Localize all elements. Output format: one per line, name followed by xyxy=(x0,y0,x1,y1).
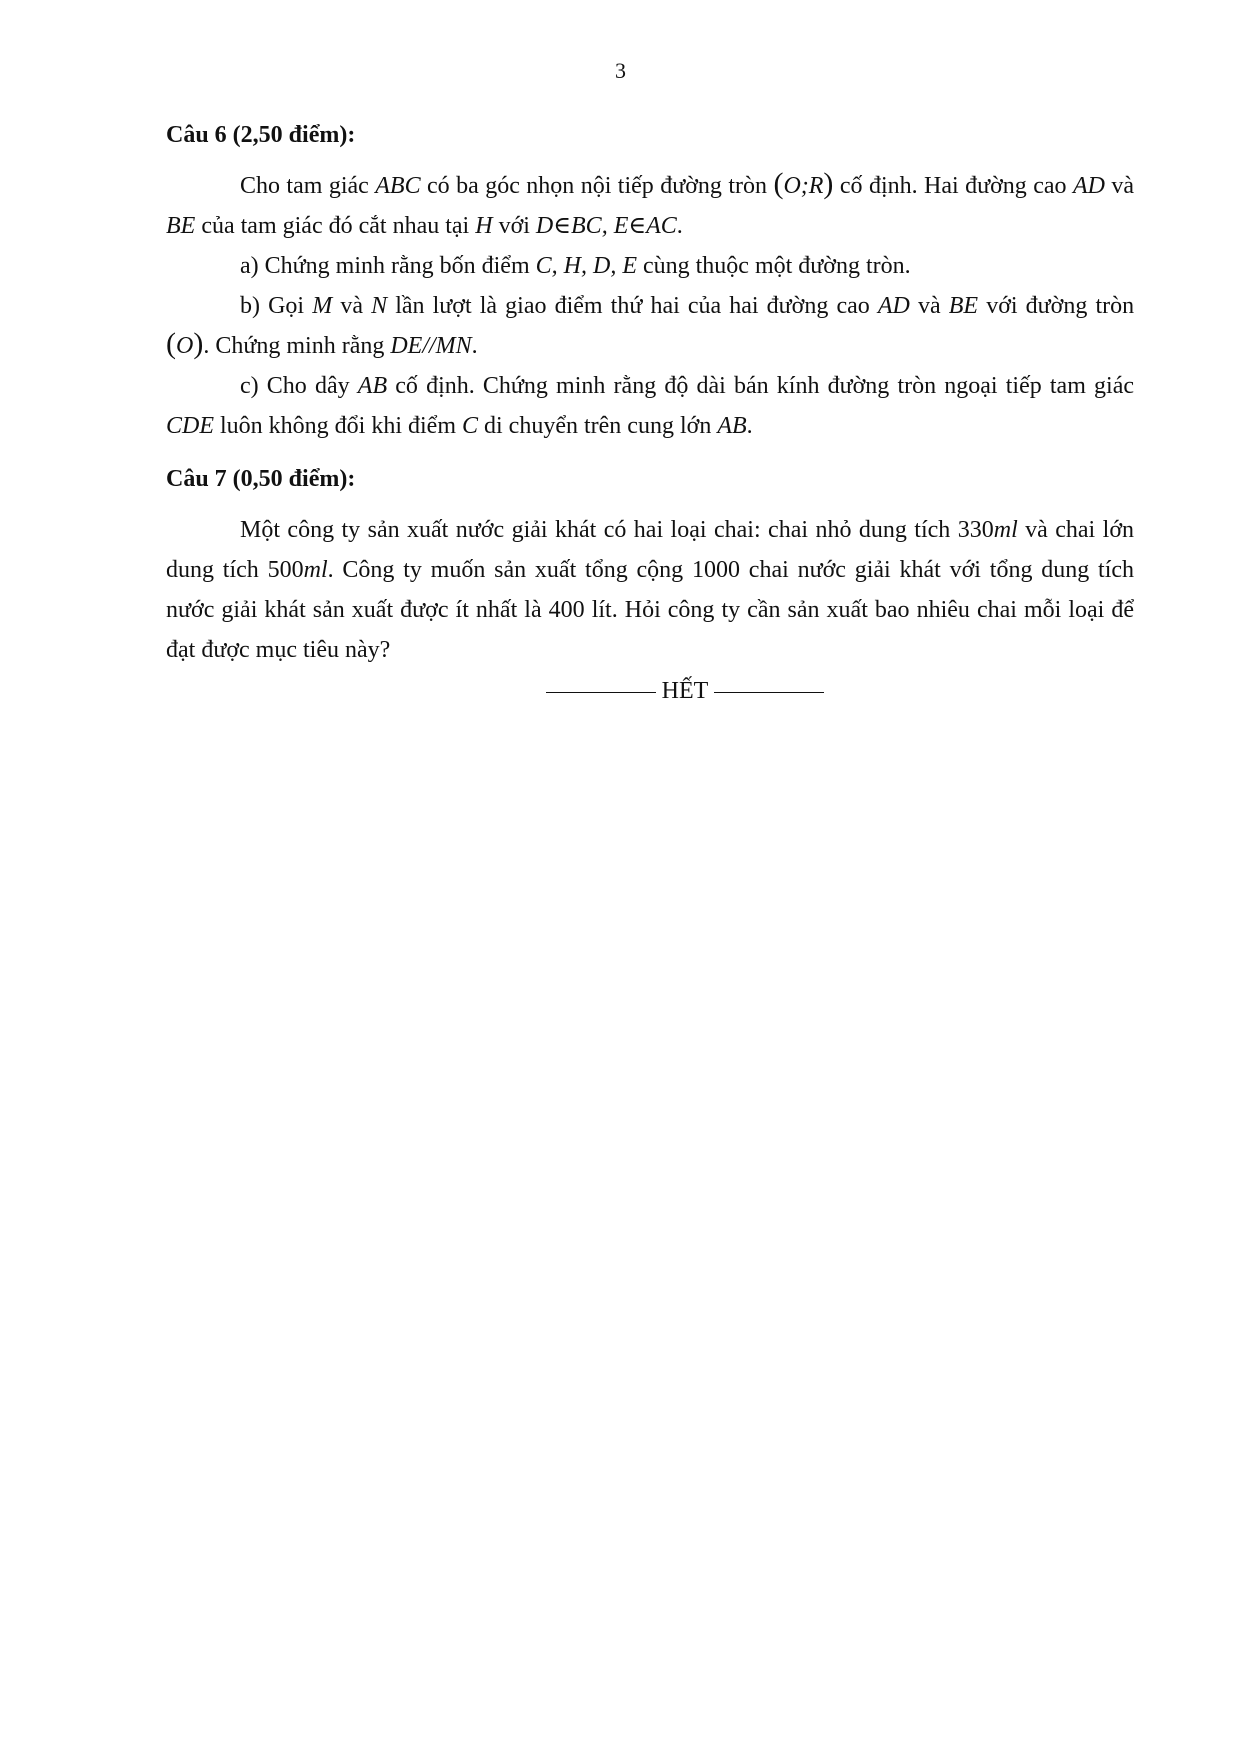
end-rule-left xyxy=(546,692,656,693)
end-text: HẾT xyxy=(661,677,709,704)
question-6-part-c: c) Cho dây AB cố định. Chứng minh rằng độ dài bán kính đường tròn ngoại tiếp tam giác CDE luôn không đổi khi điểm C di chuyển trên cung lớn AB. xyxy=(166,373,1135,439)
question-6-heading: Câu 6 (2,50 điểm): xyxy=(166,122,356,148)
question-7-body: Một công ty sản xuất nước giải khát có hai loại chai: chai nhỏ dung tích 330ml và chai lớn dung tích 500ml. Công ty muốn sản xuất tổng cộng 1000 chai nước giải khát với tổng dung tích nước giải khát sản xuất được ít nhất là 400 lít. Hỏi công ty cần sản xuất bao nhiêu chai mỗi loại để đạt được mục tiêu này? xyxy=(166,517,1135,663)
page-number: 3 xyxy=(615,58,626,83)
question-6-intro: Cho tam giác ABC có ba góc nhọn nội tiếp đường tròn (O;R) cố định. Hai đường cao AD và BE của tam giác đó cắt nhau tại H với D∈BC, E∈AC. xyxy=(166,167,1135,239)
end-rule-right xyxy=(714,692,824,693)
exam-content xyxy=(166,120,1134,670)
question-6-part-b: b) Gọi M và N lần lượt là giao điểm thứ hai của hai đường cao AD và BE với đường tròn (O). Chứng minh rằng DE//MN. xyxy=(166,293,1135,360)
end-marker xyxy=(520,676,850,706)
question-7-heading: Câu 7 (0,50 điểm): xyxy=(166,466,356,492)
question-6-part-a: a) Chứng minh rằng bốn điểm C, H, D, E cùng thuộc một đường tròn. xyxy=(240,253,911,279)
